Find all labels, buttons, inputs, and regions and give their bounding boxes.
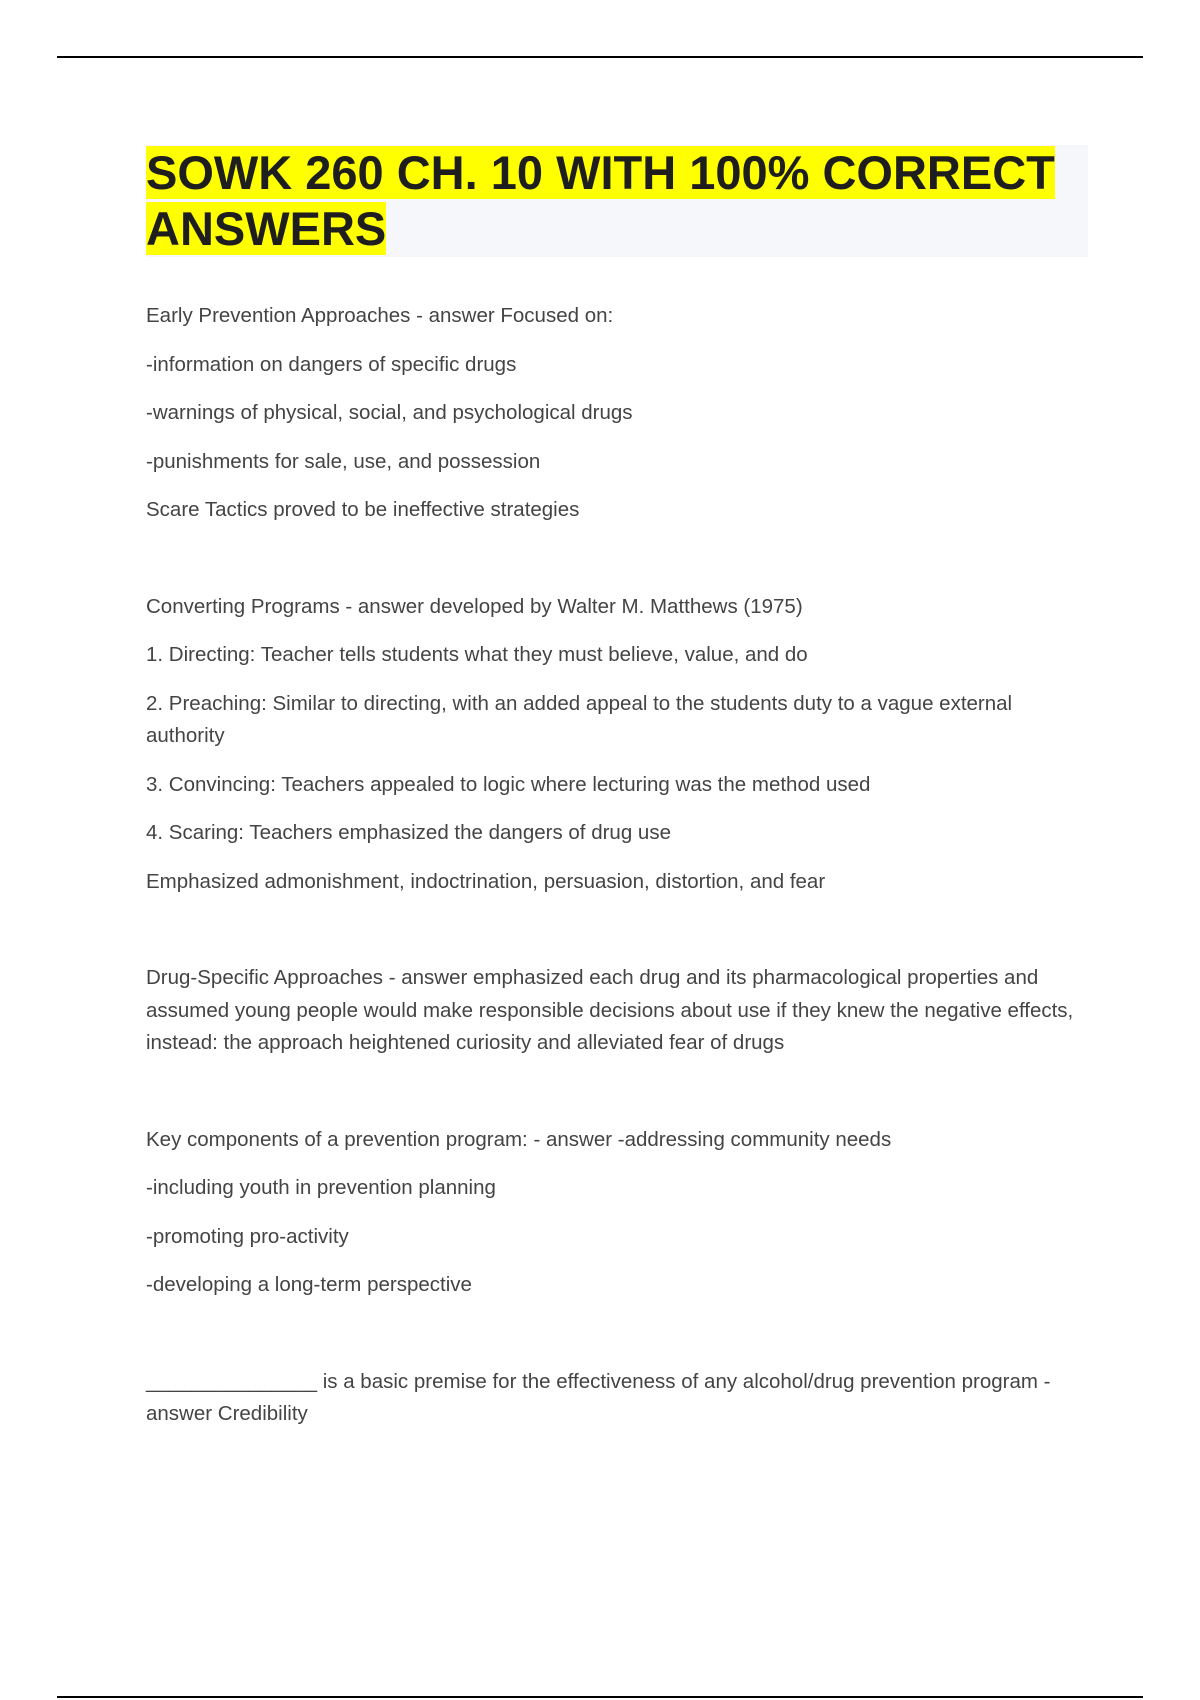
top-divider [57,56,1143,58]
section-line: Converting Programs - answer developed by Walter M. Matthews (1975) [146,594,803,618]
section-line: _______________ is a basic premise for the effectiveness of any alcohol/drug prevention program - answer Credibility [146,1369,1051,1425]
document-title-text: SOWK 260 CH. 10 WITH 100% CORRECT ANSWERS [146,146,1055,255]
document-body [146,300,1096,1431]
section-line: -promoting pro-activity [146,1224,349,1248]
section-line: 3. Convincing: Teachers appealed to logic where lecturing was the method used [146,772,871,796]
section-line: -information on dangers of specific drugs [146,352,517,376]
section-line: -punishments for sale, use, and possession [146,449,541,473]
section-credibility [146,1366,1096,1431]
section-line: Key components of a prevention program: - answer -addressing community needs [146,1127,892,1151]
section-line: Drug-Specific Approaches - answer emphasized each drug and its pharmacological properties and assumed young people would make responsible decisions about use if they knew the negative effects, instead: the approach heightened curiosity and alleviated fear of drugs [146,966,1074,1054]
section-key-components [146,1124,1096,1302]
section-early-prevention [146,300,1096,527]
title-block [146,145,1088,257]
section-converting-programs [146,591,1096,899]
bottom-divider [57,1696,1143,1698]
document-title [146,145,1088,257]
section-line: 4. Scaring: Teachers emphasized the dangers of drug use [146,821,671,844]
section-line: -warnings of physical, social, and psychological drugs [146,401,633,424]
section-line: 1. Directing: Teacher tells students what they must believe, value, and do [146,643,808,666]
section-line: Early Prevention Approaches - answer Focused on: [146,304,614,327]
section-line: -developing a long-term perspective [146,1273,472,1296]
section-line: Emphasized admonishment, indoctrination, persuasion, distortion, and fear [146,869,826,893]
section-line: 2. Preaching: Similar to directing, with an added appeal to the students duty to a vague external authority [146,691,1013,747]
section-line: Scare Tactics proved to be ineffective strategies [146,498,580,521]
section-drug-specific [146,962,1096,1060]
section-line: -including youth in prevention planning [146,1176,496,1199]
